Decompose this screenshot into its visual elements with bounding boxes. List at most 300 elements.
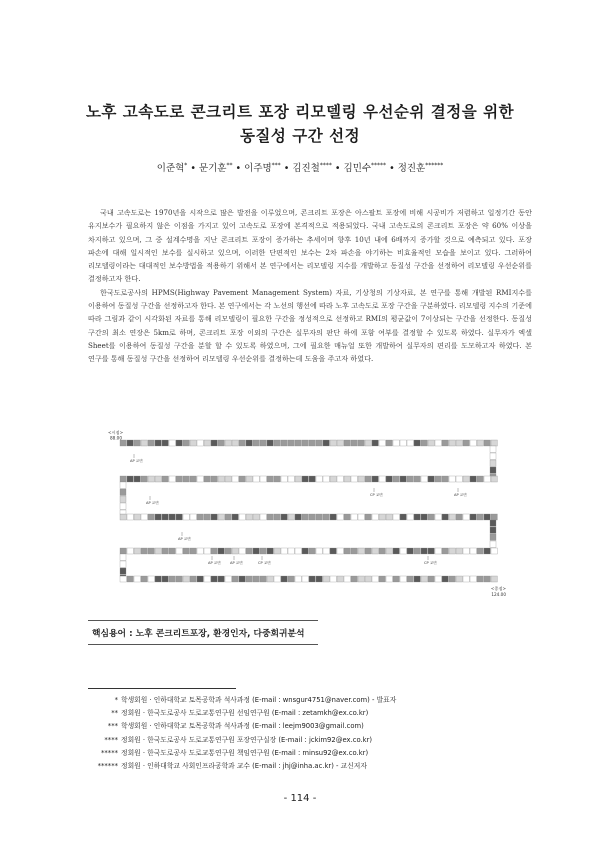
figure-segment-cell	[330, 440, 336, 446]
figure-segment-cell	[316, 514, 322, 520]
figure-segment-cell	[386, 576, 392, 582]
footnote	[88, 734, 528, 747]
figure-segment-cell	[274, 548, 280, 554]
figure-segment-cell	[316, 440, 322, 446]
figure-segment-cell	[253, 440, 259, 446]
figure-segment-cell	[190, 548, 196, 554]
figure-segment-cell	[141, 548, 147, 554]
figure-section-label: AP 교면	[130, 459, 143, 463]
figure-segment-cell	[490, 460, 496, 466]
figure-segment-cell	[127, 576, 133, 582]
figure-segment-cell	[134, 548, 140, 554]
figure-segment-cell	[260, 514, 266, 520]
footnote-text: 정회원 · 한국도로공사 도로교통연구원 선임연구원 (E-mail : zetamkh@ex.co.kr)	[121, 709, 369, 718]
figure-segment-cell	[414, 548, 420, 554]
figure-segment-cell	[393, 514, 399, 520]
figure-segment-cell	[470, 440, 476, 446]
figure-segment-cell	[183, 514, 189, 520]
footnote-text: 정회원 · 한국도로공사 도로교통연구원 포장연구실장 (E-mail : jckim92@ex.co.kr)	[121, 735, 373, 744]
figure-segment-cell	[302, 476, 308, 482]
author-name: 이준혁	[156, 163, 185, 174]
figure-segment-cell	[442, 514, 448, 520]
figure-segment-cell	[176, 548, 182, 554]
figure-segment-cell	[470, 548, 476, 554]
figure-section-label: CP 교면	[370, 493, 383, 497]
figure-segment-cell	[323, 440, 329, 446]
figure-segment-cell	[239, 476, 245, 482]
figure-segment-cell	[190, 576, 196, 582]
figure-segment-cell	[295, 476, 301, 482]
figure-segment-cell	[344, 576, 350, 582]
figure-segment-cell	[365, 548, 371, 554]
figure-segment-cell	[344, 440, 350, 446]
footnote-text: 학생회원 · 인하대학교 토목공학과 석사과정 (E-mail : leejm9003@gmail.com)	[121, 722, 364, 731]
figure-segment-cell	[491, 576, 497, 582]
figure-segment-cell	[281, 514, 287, 520]
figure-segment-cell	[211, 440, 217, 446]
figure-segment-cell	[490, 527, 496, 533]
figure-segment-cell	[232, 440, 238, 446]
keywords-text: 노후 콘크리트포장, 환경인자, 다중회귀분석	[135, 629, 305, 639]
figure-segment-cell	[386, 514, 392, 520]
figure-segment-cell	[169, 476, 175, 482]
figure-segment-cell	[197, 440, 203, 446]
figure-segment-cell	[344, 514, 350, 520]
author-affiliation-mark: *	[184, 161, 188, 169]
footnotes	[88, 694, 528, 773]
figure-segment-cell	[211, 548, 217, 554]
figure-section-label: AP 교면	[230, 561, 243, 565]
figure-segment-cell	[484, 514, 490, 520]
figure-segment-cell	[442, 576, 448, 582]
figure-segment-cell	[267, 440, 273, 446]
figure-segment-cell	[393, 476, 399, 482]
figure-segment-cell	[141, 476, 147, 482]
figure-segment-cell	[120, 510, 126, 514]
figure-segment-cell	[232, 576, 238, 582]
author-affiliation-mark: **	[226, 161, 233, 169]
figure-segment-cell	[260, 440, 266, 446]
figure-segment-cell	[337, 576, 343, 582]
figure-segment-cell	[337, 476, 343, 482]
figure-segment-cell	[463, 476, 469, 482]
author-separator: •	[280, 163, 293, 174]
figure-segment-cell	[134, 476, 140, 482]
figure-segment-cell	[204, 548, 210, 554]
section-visualization-figure	[108, 430, 508, 608]
figure-segment-cell	[372, 548, 378, 554]
figure-segment-cell	[134, 514, 140, 520]
figure-segment-cell	[218, 440, 224, 446]
figure-segment-cell	[463, 514, 469, 520]
figure-segment-cell	[456, 576, 462, 582]
figure-segment-cell	[323, 476, 329, 482]
figure-start-label: <시점>	[108, 430, 124, 435]
footnote-mark: *****	[101, 748, 118, 757]
figure-segment-cell	[400, 514, 406, 520]
author-separator: •	[331, 163, 344, 174]
figure-segment-cell	[372, 576, 378, 582]
figure-segment-cell	[428, 576, 434, 582]
figure-segment-cell	[246, 440, 252, 446]
figure-segment-cell	[134, 576, 140, 582]
figure-segment-cell	[386, 476, 392, 482]
figure-segment-cell	[288, 440, 294, 446]
figure-segment-cell	[260, 476, 266, 482]
figure-segment-cell	[372, 440, 378, 446]
figure-segment-cell	[435, 576, 441, 582]
figure-segment-cell	[162, 476, 168, 482]
figure-segment-cell	[225, 514, 231, 520]
figure-segment-cell	[120, 554, 126, 560]
figure-segment-cell	[134, 440, 140, 446]
figure-segment-cell	[379, 576, 385, 582]
abstract-paragraph-2: 한국도로공사의 HPMS(Highway Pavement Management System) 자료, 기상청의 기상자료, 본 연구를 통해 개발된 RMI지수를 이용하여 동질성 구간을 선정하고자 한다. 본 연구에서는 각 노선의 행선에 따라 노후 고속도로 포장 구간을 구분하였다. 리모델링 지수의 기준에 따라 그림과 같이 시각화된 자료를 통해 리모델링이 필요한 구간을 정성적으로 선정하고 RMI의 평균값이 7이상되는 구간을 선정한다. 동질성 구간의 최소 연장은 5km로 하며, 콘크리트 포장 이외의 구간은 실무자의 판단 하에 포함 여부를 결정할 수 있도록 하였다. 실무자가 엑셀 Sheet를 이용하여 동질성 구간을 분할 할 수 있도록 하였으며, 그에 필요한 매뉴얼 또한 개발하여 실무자의 편리를 도모하고자 하였다. 본 연구를 통해 동질성 구간을 선정하여 리모델링 우선순위를 결정하는데 도움을 주고자 하였다.	[88, 287, 532, 364]
figure-segment-cell	[351, 576, 357, 582]
figure-segment-cell	[176, 576, 182, 582]
figure-segment-cell	[162, 440, 168, 446]
figure-segment-cell	[463, 576, 469, 582]
figure-section-label: AP 교면	[454, 493, 467, 497]
figure-segment-cell	[484, 548, 490, 554]
footnote-mark: ******	[97, 762, 118, 771]
figure-segment-cell	[246, 548, 252, 554]
figure-segment-cell	[232, 548, 238, 554]
figure-segment-cell	[120, 575, 126, 576]
figure-segment-cell	[120, 489, 126, 495]
figure-segment-cell	[421, 576, 427, 582]
figure-segment-cell	[400, 576, 406, 582]
figure-segment-cell	[351, 476, 357, 482]
abstract-paragraph-1: 국내 고속도로는 1970년을 시작으로 많은 발전을 이루었으며, 콘크리트 포장은 아스팔트 포장에 비해 시공비가 저렴하고 일정기간 동안 유지보수가 필요하지 않은 이점을 가지고 있어 고속도로 포장에 본격적으로 적용되었다. 국내 고속도로의 콘크리트 포장은 약 60% 이상을 차지하고 있으며, 그 중 설계수명을 지난 콘크리트 포장이 증가하는 추세이며 향후 10년 내에 6배까지 증가할 것으로 예측되고 있다. 포장 파손에 대해 일시적인 보수를 실시하고 있으며, 이러한 단편적인 보수는 2차 파손을 야기하는 비효율적인 모습을 보이고 있다. 그러하여 리모델링이라는 대대적인 보수방법을 적용하기 위해서 본 연구에서는 리모델링 지수를 개발하고 동질성 구간을 선정하여 리모델링 우선순위를 결정하고자 한다.	[88, 208, 532, 284]
figure-segment-cell	[218, 476, 224, 482]
figure-segment-cell	[358, 440, 364, 446]
author-name: 김진철	[292, 163, 320, 174]
figure-segment-cell	[197, 476, 203, 482]
figure-segment-cell	[358, 576, 364, 582]
paper-title	[0, 100, 600, 148]
figure-segment-cell	[267, 576, 273, 582]
figure-segment-cell	[351, 514, 357, 520]
figure-segment-cell	[477, 476, 483, 482]
figure-segment-cell	[365, 476, 371, 482]
figure-segment-cell	[183, 576, 189, 582]
figure-segment-cell	[470, 476, 476, 482]
figure-segment-cell	[477, 440, 483, 446]
figure-segment-cell	[204, 440, 210, 446]
figure-segment-cell	[155, 440, 161, 446]
figure-segment-cell	[442, 476, 448, 482]
figure-segment-cell	[302, 548, 308, 554]
figure-segment-cell	[141, 576, 147, 582]
figure-segment-cell	[295, 548, 301, 554]
footnote	[88, 694, 528, 707]
figure-segment-cell	[393, 548, 399, 554]
figure-segment-cell	[204, 476, 210, 482]
figure-segment-cell	[477, 548, 483, 554]
author-affiliation-mark: *****	[371, 161, 387, 169]
figure-segment-cell	[120, 503, 126, 509]
figure-segment-cell	[477, 514, 483, 520]
figure-section-label: CP 교면	[258, 561, 271, 565]
figure-graphic	[108, 430, 508, 608]
figure-segment-cell	[197, 548, 203, 554]
figure-segment-cell	[421, 440, 427, 446]
figure-segment-cell	[197, 576, 203, 582]
figure-segment-cell	[456, 440, 462, 446]
figure-segment-cell	[120, 561, 126, 567]
figure-segment-cell	[407, 576, 413, 582]
figure-segment-cell	[225, 576, 231, 582]
figure-segment-cell	[281, 576, 287, 582]
figure-segment-cell	[176, 440, 182, 446]
figure-segment-cell	[148, 548, 154, 554]
author-name: 이주명	[244, 163, 272, 174]
figure-segment-cell	[323, 576, 329, 582]
figure-segment-cell	[148, 440, 154, 446]
figure-segment-cell	[169, 576, 175, 582]
figure-segment-cell	[344, 476, 350, 482]
figure-segment-cell	[414, 576, 420, 582]
figure-segment-cell	[197, 514, 203, 520]
figure-segment-cell	[211, 576, 217, 582]
figure-segment-cell	[316, 548, 322, 554]
figure-segment-cell	[344, 548, 350, 554]
author-separator: •	[187, 163, 199, 174]
figure-segment-cell	[379, 514, 385, 520]
author-name: 김민수	[343, 163, 372, 174]
figure-segment-cell	[470, 514, 476, 520]
footnote	[88, 707, 528, 720]
figure-segment-cell	[484, 440, 490, 446]
figure-segment-cell	[218, 576, 224, 582]
figure-segment-cell	[302, 514, 308, 520]
figure-segment-cell	[316, 476, 322, 482]
figure-section-label: AP 교면	[146, 501, 159, 505]
figure-segment-cell	[141, 514, 147, 520]
figure-segment-cell	[148, 476, 154, 482]
figure-segment-cell	[281, 476, 287, 482]
figure-segment-cell	[253, 548, 259, 554]
figure-segment-cell	[337, 514, 343, 520]
figure-segment-cell	[358, 548, 364, 554]
figure-segment-cell	[428, 440, 434, 446]
figure-segment-cell	[253, 576, 259, 582]
figure-segment-cell	[169, 548, 175, 554]
figure-segment-cell	[232, 514, 238, 520]
figure-segment-cell	[176, 514, 182, 520]
abstract	[88, 206, 532, 366]
figure-segment-cell	[169, 514, 175, 520]
figure-segment-cell	[490, 446, 496, 452]
figure-segment-cell	[400, 440, 406, 446]
figure-segment-cell	[246, 576, 252, 582]
figure-segment-cell	[379, 440, 385, 446]
figure-segment-cell	[330, 548, 336, 554]
figure-segment-cell	[183, 548, 189, 554]
figure-segment-cell	[365, 576, 371, 582]
figure-segment-cell	[421, 476, 427, 482]
figure-segment-cell	[358, 514, 364, 520]
figure-segment-cell	[162, 576, 168, 582]
figure-segment-cell	[449, 576, 455, 582]
figure-segment-cell	[491, 548, 497, 554]
figure-segment-cell	[155, 548, 161, 554]
figure-segment-cell	[470, 576, 476, 582]
figure-segment-cell	[490, 541, 496, 547]
figure-segment-cell	[183, 476, 189, 482]
figure-segment-cell	[386, 440, 392, 446]
keywords-separator: :	[126, 629, 136, 639]
figure-segment-cell	[169, 440, 175, 446]
figure-segment-cell	[211, 476, 217, 482]
figure-segment-cell	[267, 476, 273, 482]
figure-segment-cell	[351, 548, 357, 554]
figure-segment-cell	[162, 514, 168, 520]
figure-segment-cell	[477, 576, 483, 582]
author-affiliation-mark: ***	[271, 161, 281, 169]
figure-segment-cell	[428, 548, 434, 554]
page-number: - 114 -	[283, 793, 317, 804]
figure-section-label: AP 교면	[178, 537, 191, 541]
figure-segment-cell	[351, 440, 357, 446]
figure-segment-cell	[225, 548, 231, 554]
figure-segment-cell	[274, 514, 280, 520]
figure-segment-cell	[309, 476, 315, 482]
figure-segment-cell	[155, 476, 161, 482]
figure-segment-cell	[490, 474, 496, 476]
figure-segment-cell	[372, 514, 378, 520]
figure-segment-cell	[414, 476, 420, 482]
figure-segment-cell	[400, 476, 406, 482]
footnote	[88, 747, 528, 760]
figure-segment-cell	[491, 440, 497, 446]
figure-section-label: AP 교면	[208, 561, 221, 565]
figure-segment-cell	[449, 514, 455, 520]
figure-segment-cell	[204, 514, 210, 520]
figure-segment-cell	[211, 514, 217, 520]
figure-segment-cell	[295, 576, 301, 582]
figure-segment-cell	[484, 576, 490, 582]
figure-segment-cell	[155, 576, 161, 582]
figure-segment-cell	[330, 514, 336, 520]
figure-segment-cell	[316, 576, 322, 582]
author-affiliation-mark: ****	[319, 161, 332, 169]
figure-segment-cell	[218, 548, 224, 554]
figure-segment-cell	[407, 548, 413, 554]
figure-segment-cell	[295, 440, 301, 446]
figure-segment-cell	[414, 440, 420, 446]
figure-segment-cell	[267, 514, 273, 520]
figure-segment-cell	[456, 514, 462, 520]
figure-segment-cell	[490, 520, 496, 526]
figure-segment-cell	[120, 496, 126, 502]
figure-segment-cell	[337, 548, 343, 554]
figure-segment-cell	[407, 514, 413, 520]
figure-segment-cell	[490, 467, 496, 473]
figure-segment-cell	[309, 548, 315, 554]
footnote	[88, 760, 528, 773]
figure-segment-cell	[246, 514, 252, 520]
figure-segment-cell	[449, 476, 455, 482]
author-separator: •	[232, 163, 245, 174]
figure-segment-cell	[267, 548, 273, 554]
figure-segment-cell	[490, 534, 496, 540]
keywords-label: 핵심용어	[92, 629, 126, 639]
figure-segment-cell	[288, 548, 294, 554]
figure-segment-cell	[302, 576, 308, 582]
figure-segment-cell	[218, 514, 224, 520]
figure-segment-cell	[456, 476, 462, 482]
figure-segment-cell	[435, 476, 441, 482]
figure-segment-cell	[239, 548, 245, 554]
figure-segment-cell	[176, 476, 182, 482]
figure-segment-cell	[435, 548, 441, 554]
figure-segment-cell	[120, 482, 126, 488]
figure-segment-cell	[400, 548, 406, 554]
figure-segment-cell	[120, 548, 126, 554]
figure-segment-cell	[274, 440, 280, 446]
figure-segment-cell	[491, 476, 497, 482]
figure-segment-cell	[428, 514, 434, 520]
figure-segment-cell	[120, 440, 126, 446]
footnote-rule	[88, 688, 236, 689]
figure-section-label: CP 교면	[424, 561, 437, 565]
figure-segment-cell	[190, 514, 196, 520]
figure-segment-cell	[484, 476, 490, 482]
figure-segment-cell	[127, 514, 133, 520]
figure-segment-cell	[225, 476, 231, 482]
figure-segment-cell	[183, 440, 189, 446]
figure-segment-cell	[288, 514, 294, 520]
author-name: 정진훈	[397, 163, 426, 174]
figure-segment-cell	[281, 440, 287, 446]
title-line-1: 노후 고속도로 콘크리트 포장 리모델링 우선순위 결정을 위한	[85, 103, 515, 121]
figure-segment-cell	[302, 440, 308, 446]
figure-segment-cell	[120, 568, 126, 574]
figure-segment-cell	[120, 514, 126, 520]
figure-segment-cell	[232, 476, 238, 482]
footnote-mark: **	[111, 709, 118, 718]
author-separator: •	[386, 163, 398, 174]
keyword-rule-top	[88, 620, 318, 621]
figure-segment-cell	[204, 576, 210, 582]
figure-segment-cell	[491, 514, 497, 520]
footnote-mark: ***	[107, 722, 118, 731]
figure-segment-cell	[309, 440, 315, 446]
figure-segment-cell	[288, 576, 294, 582]
figure-segment-cell	[225, 440, 231, 446]
footnote-text: 정회원 · 인하대학교 사회인프라공학과 교수 (E-mail : jhj@inha.ac.kr) - 교신저자	[121, 762, 367, 771]
figure-segment-cell	[155, 514, 161, 520]
figure-segment-cell	[239, 440, 245, 446]
figure-segment-cell	[309, 514, 315, 520]
footnote-mark: *	[114, 696, 118, 704]
footnote-mark: ****	[104, 735, 118, 744]
figure-segment-cell	[330, 476, 336, 482]
figure-segment-cell	[246, 476, 252, 482]
figure-end-value: 124.00	[491, 592, 506, 597]
keywords	[92, 626, 305, 639]
figure-segment-cell	[490, 453, 496, 459]
figure-segment-cell	[358, 476, 364, 482]
figure-segment-cell	[456, 548, 462, 554]
footnote	[88, 720, 528, 733]
figure-segment-cell	[372, 476, 378, 482]
figure-segment-cell	[162, 548, 168, 554]
title-line-2: 동질성 구간 선정	[239, 127, 361, 145]
figure-segment-cell	[428, 476, 434, 482]
